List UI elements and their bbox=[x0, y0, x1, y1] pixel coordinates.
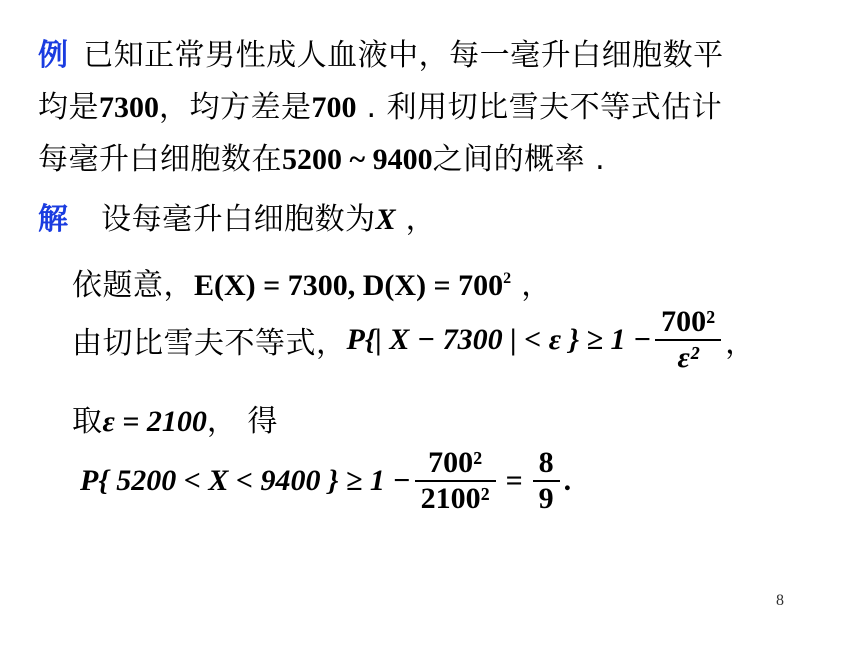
mean-value: 7300 bbox=[99, 91, 159, 124]
random-variable: X bbox=[375, 203, 396, 236]
page-number: 8 bbox=[776, 592, 784, 609]
epsilon-assignment: ε = 2100 bbox=[102, 405, 207, 438]
example-tag: 例 bbox=[38, 38, 68, 73]
fraction-8-over-9: $\frac{8}{9}$ bbox=[533, 446, 560, 516]
example-line-3: 每毫升白细胞数在5200 ~ 9400之间的概率 . bbox=[38, 142, 606, 177]
fraction-700-over-2100: $\frac{\text{700²}}{\text{2100²}}$ bbox=[415, 446, 496, 516]
example-line-1 bbox=[38, 30, 724, 74]
final-inequality: P{ 5200 < X < 9400 } ≥ 1 − bbox=[80, 464, 411, 497]
fraction-700-over-eps: $\frac{\text{700²}}{\text{ε²}}$ bbox=[655, 305, 721, 375]
sd-value: 700 bbox=[311, 91, 357, 124]
range-value: 5200 ~ 9400 bbox=[282, 143, 433, 176]
solution-tag: 解 bbox=[38, 202, 68, 237]
solution-line-4: 取ε = 2100， 得 bbox=[72, 404, 278, 439]
expectation-variance: E(X) = 7300, D(X) = 700 bbox=[194, 269, 504, 302]
example-line-2: 均是7300，均方差是700 . 利用切比雪夫不等式估计 bbox=[38, 90, 723, 125]
solution-line-3: 由切比雪夫不等式， P{| X − 7300 | < ε } ≥ 1 − $\frac{\text{700²}}{\text{ε²}}$ ， bbox=[72, 305, 756, 374]
example-text-1: 已知正常男性成人血液中，每一毫升白细胞数平 bbox=[83, 38, 724, 73]
chebyshev-inequality: P{| X − 7300 | < ε } ≥ 1 − bbox=[346, 323, 652, 356]
solution-line-2: 依题意，E(X) = 7300, D(X) = 7002 ， bbox=[72, 268, 552, 303]
final-result: P{ 5200 < X < 9400 } ≥ 1 − $\frac{\text{700²}}{\text{2100²}}$ = $\frac{8}{9}$ . bbox=[80, 446, 572, 515]
solution-line-1: 解 设每毫升白细胞数为X ， bbox=[38, 202, 437, 237]
